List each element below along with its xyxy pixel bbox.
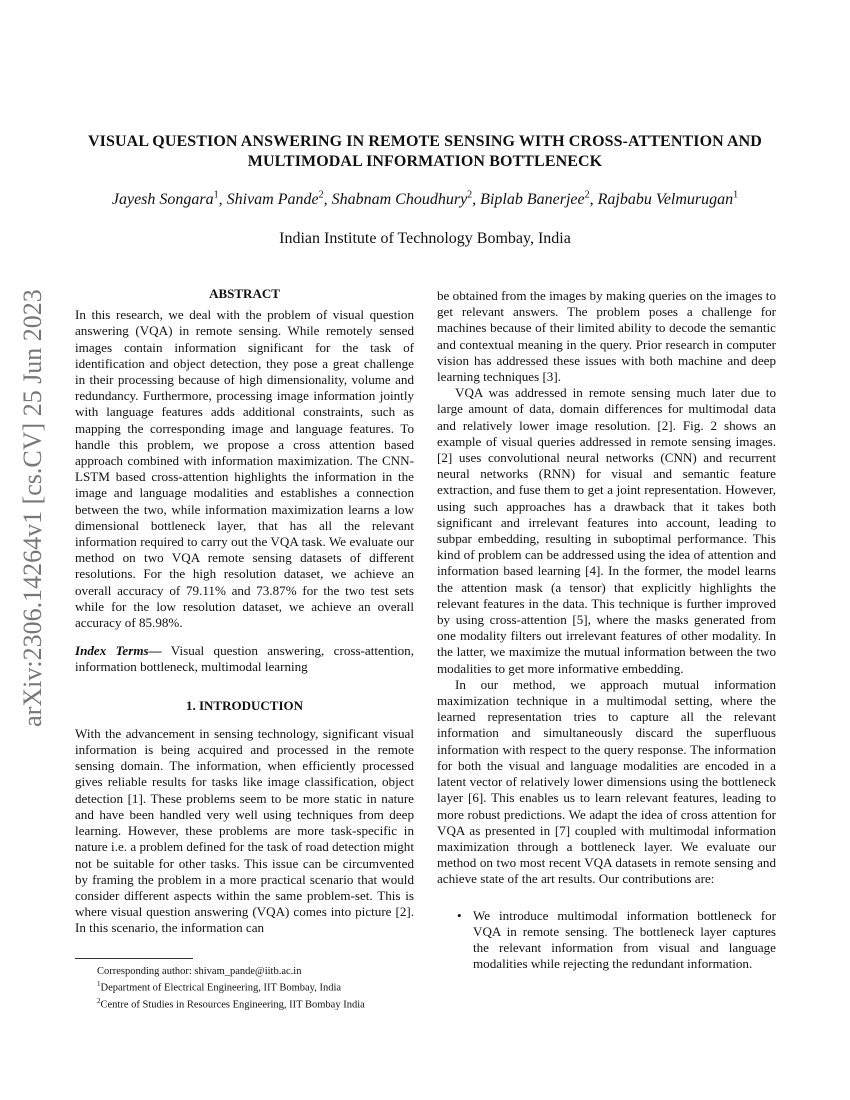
footnote-1: $^1$Department of Electrical Engineering, IIT Bombay, India: [97, 980, 342, 994]
footnote-2: $^2$Centre of Studies in Resources Engineering, IIT Bombay India: [97, 996, 365, 1010]
author-list: [75, 190, 775, 209]
intro-paragraph-3: VQA was addressed in remote sensing much later due to large amount of data, domain differences for multimodal data and relatively lower image resolution. [2]. Fig. 2 shows an example of visual queries addressed in remote sensing images. [2] uses convolutional neural networks (CNN) and recurrent neural networks (RNN) for visual and semantic feature extraction, and fuse them to get a joint representation. However, using such approaches has a drawback that it takes both significant and irrelevant features into account, leading to subpar embedding, resulting in suboptimal performance. This kind of problem can be addressed using the idea of attention and information based learning [4]. In the former, the model learns the attention mask (a tensor) that explicitly highlights the relevant features in the data. This technique is further improved by using cross-attention [5], where the masks generated from one modality filters out irrelevant features of other modality. In the latter, we maximize the mutual information between the two modalities to get more informative embedding.: [437, 385, 776, 676]
intro-paragraph-1: With the advancement in sensing technology, significant visual information is being acquired and processed in the remote sensing domain. The information, when efficiently processed gives reliable results for tasks like image classification, object detection [1]. These problems seem to be more static in nature and have been handled very well using techniques from deep learning. However, these problems are more task-specific in nature i.e. a problem defined for the task of road detection might not be suitable for other tasks. This issue can be circumvented by framing the problem in a more practical scenario that would consider different aspects within the same problem-set. This is where visual question answering (VQA) comes into picture [2]. In this scenario, the information can: [75, 725, 414, 936]
index-terms-text: Visual question answering, cross-attention, information bottleneck, multimodal learning: [75, 643, 415, 675]
index-terms: [75, 643, 414, 675]
arxiv-id: arXiv:2306.14264v1 [cs.CV] 25 Jun 2023: [18, 288, 48, 727]
intro-paragraph-2: be obtained from the images by making queries on the images to get relevant answers. The problem poses a challenge for machines because of their limited ability to decode the semantic and contextual meaning in the query. Prior research in computer vision has addressed these issues with both machine and deep learning techniques [3].: [437, 288, 776, 385]
paper-title: [75, 132, 775, 172]
intro-heading: 1. INTRODUCTION: [185, 697, 303, 713]
footnote-rule: [75, 958, 193, 959]
title-line-1: VISUAL QUESTION ANSWERING IN REMOTE SENSING WITH CROSS-ATTENTION AND: [88, 133, 762, 150]
footnote-corresponding: Corresponding author: shivam_pande@iitb.ac.in: [97, 966, 302, 977]
author: Shabnam Choudhury$^2$,: [331, 190, 481, 209]
author: Shivam Pande$^2$,: [226, 190, 332, 209]
author: Rajbabu Velmurugan$^1$: [597, 190, 739, 209]
right-column: [437, 288, 776, 972]
left-column: [75, 286, 414, 937]
footnotes: [75, 958, 414, 1011]
abstract-text: In this research, we deal with the problem of visual question answering (VQA) in remote sensing. While remotely sensed images contain information significant for the task of identification and object detection, they pose a great challenge in their processing because of high dimensionality, volume and redundancy. Furthermore, processing image information jointly with language features adds additional constraints, such as mapping the corresponding image and language features. To handle this problem, we propose a cross attention based approach combined with information maximization. The CNN-LSTM based cross-attention highlights the information in the image and language modalities and establishes a connection between the two, while information maximization learns a low dimensional bottleneck layer, that has all the relevant information required to carry out the VQA task. We evaluate our method on two VQA remote sensing datasets of different resolutions. For the high resolution dataset, we achieve an overall accuracy of 79.11% and 73.87% for the two test sets while for the low resolution dataset, we achieve an overall accuracy of 85.98%.: [75, 307, 414, 631]
intro-paragraph-4: In our method, we approach mutual information maximization technique in a multimodal setting, where the learned representation tries to capture all the relevant information and simultaneously discard the superfluous information with respect to the query response. The information for both the visual and language modalities are encoded in a latent vector of relatively lower dimensions using the bottleneck layer [6]. This enables us to learn relevant features, leading to more robust predictions. We adapt the idea of cross attention for VQA as presented in [7] coupled with multimodal information maximization through a bottleneck layer. We evaluate our method on two most recent VQA datasets in remote sensing and achieve state of the art results. Our contributions are:: [437, 676, 776, 887]
list-item: • We introduce multimodal information bottleneck for VQA in remote sensing. The bottleneck layer captures the relevant information from visual and language modalities while rejecting the redundant information.: [457, 908, 776, 973]
abstract-heading: ABSTRACT: [209, 286, 280, 301]
index-terms-label: Index Terms—: [75, 643, 162, 659]
contributions-list: [437, 908, 776, 973]
title-line-2: MULTIMODAL INFORMATION BOTTLENECK: [247, 153, 603, 170]
author: Jayesh Songara$^1$,: [111, 190, 227, 209]
arxiv-stamp: [12, 288, 54, 727]
author: Biplab Banerjee$^2$,: [480, 190, 598, 209]
affiliation: Indian Institute of Technology Bombay, India: [279, 230, 571, 247]
